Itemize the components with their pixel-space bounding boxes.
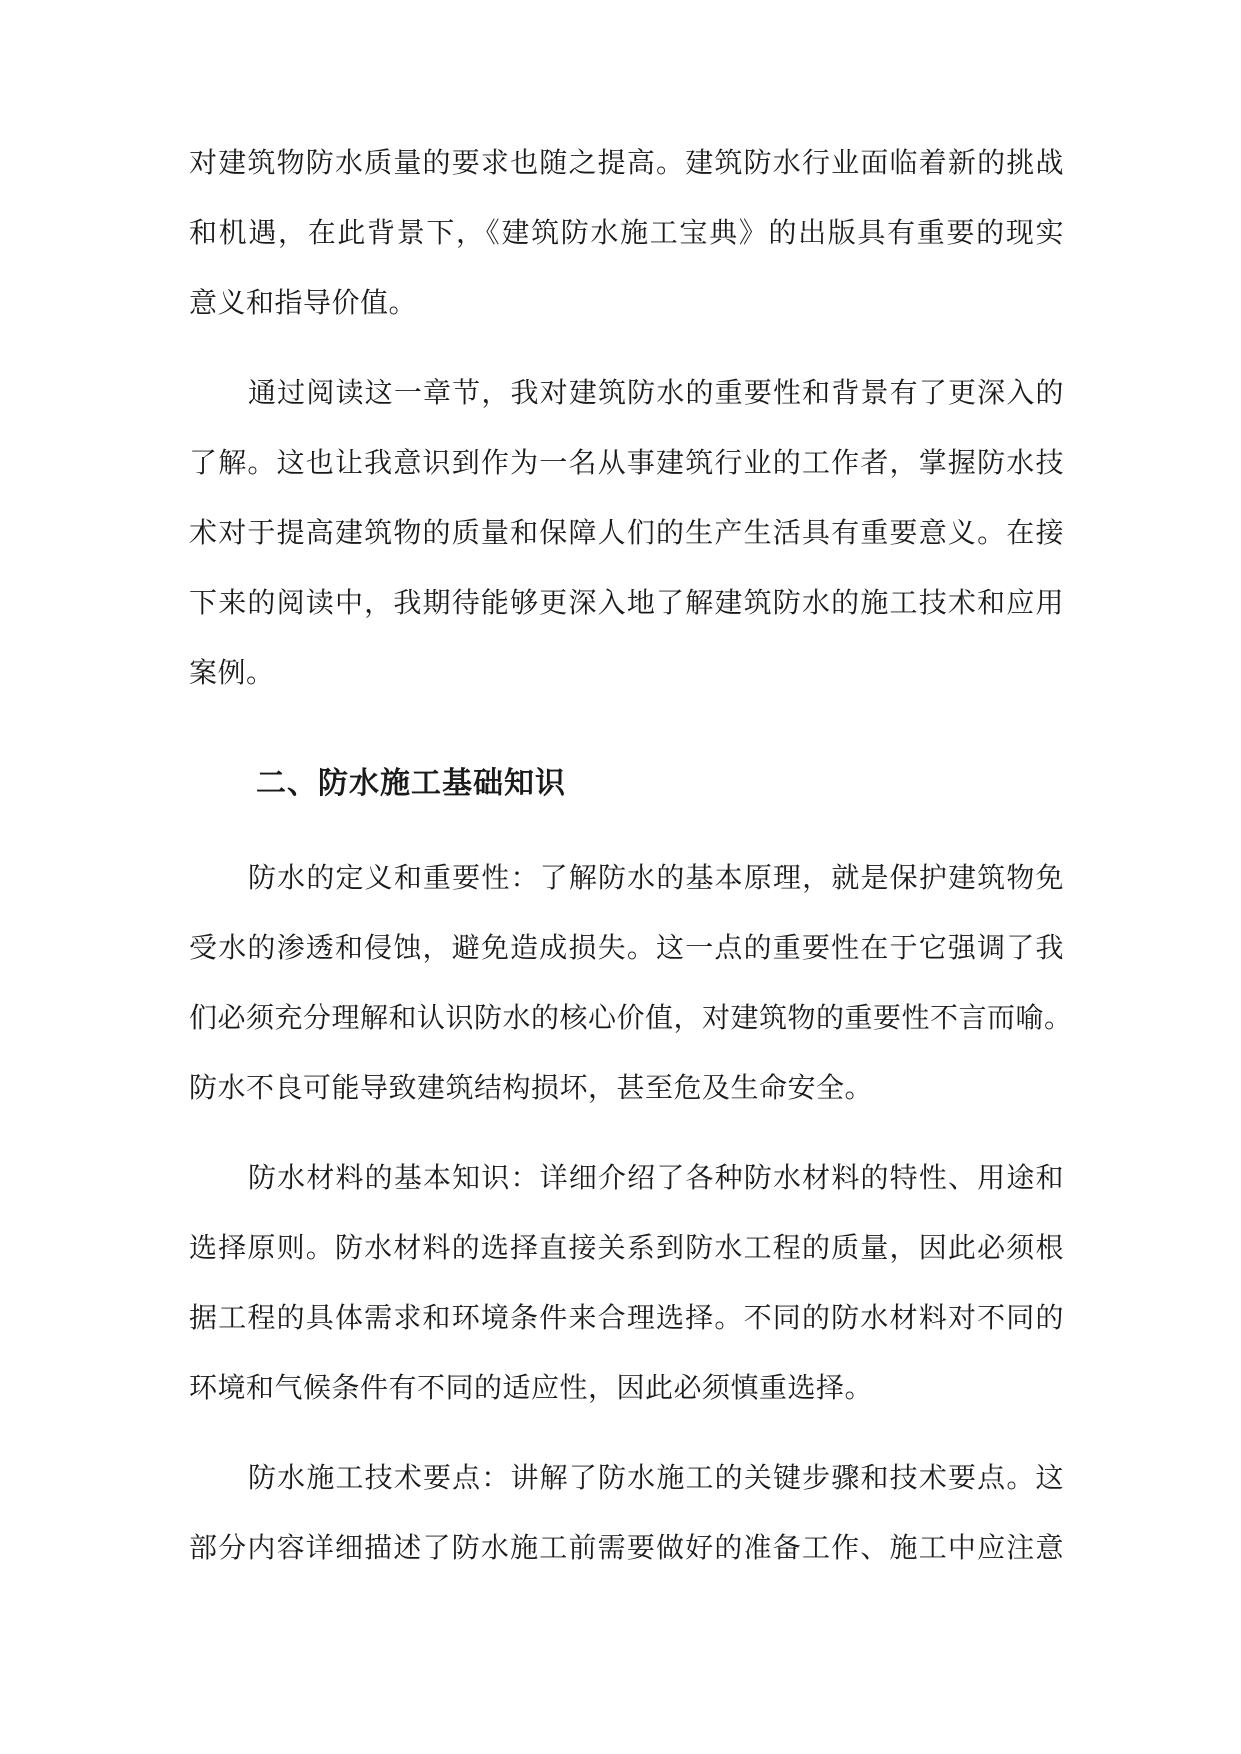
- paragraph-line: 环境和气候条件有不同的适应性，因此必须慎重选择。: [189, 1371, 874, 1404]
- paragraph-line: 对建筑物防水质量的要求也随之提高。建筑防水行业面临着新的挑战: [189, 146, 1064, 179]
- paragraph-line: 受水的渗透和侵蚀，避免造成损失。这一点的重要性在于它强调了我: [189, 931, 1064, 964]
- paragraph-line: 防水施工技术要点：讲解了防水施工的关键步骤和技术要点。这: [248, 1461, 1064, 1494]
- paragraph-line: 术对于提高建筑物的质量和保障人们的生产生活具有重要意义。在接: [189, 516, 1064, 549]
- paragraph-line: 防水不良可能导致建筑结构损坏，甚至危及生命安全。: [189, 1071, 874, 1104]
- paragraph-line: 防水材料的基本知识：详细介绍了各种防水材料的特性、用途和: [248, 1161, 1064, 1194]
- paragraph-line: 和机遇，在此背景下，《建筑防水施工宝典》的出版具有重要的现实: [189, 216, 1064, 249]
- paragraph-line: 据工程的具体需求和环境条件来合理选择。不同的防水材料对不同的: [189, 1301, 1064, 1334]
- paragraph-line: 防水的定义和重要性：了解防水的基本原理，就是保护建筑物免: [248, 861, 1064, 894]
- paragraph-line: 部分内容详细描述了防水施工前需要做好的准备工作、施工中应注意: [189, 1531, 1064, 1564]
- paragraph-line: 下来的阅读中，我期待能够更深入地了解建筑防水的施工技术和应用: [189, 586, 1064, 619]
- paragraph-line: 选择原则。防水材料的选择直接关系到防水工程的质量，因此必须根: [189, 1231, 1064, 1264]
- section-heading: 二、防水施工基础知识: [256, 766, 566, 801]
- paragraph-line: 意义和指导价值。: [189, 286, 418, 319]
- paragraph-line: 通过阅读这一章节，我对建筑防水的重要性和背景有了更深入的: [248, 376, 1064, 409]
- paragraph-line: 们必须充分理解和认识防水的核心价值，对建筑物的重要性不言而喻。: [189, 1001, 1073, 1034]
- paragraph-line: 案例。: [189, 656, 275, 689]
- paragraph-line: 了解。这也让我意识到作为一名从事建筑行业的工作者，掌握防水技: [189, 446, 1064, 479]
